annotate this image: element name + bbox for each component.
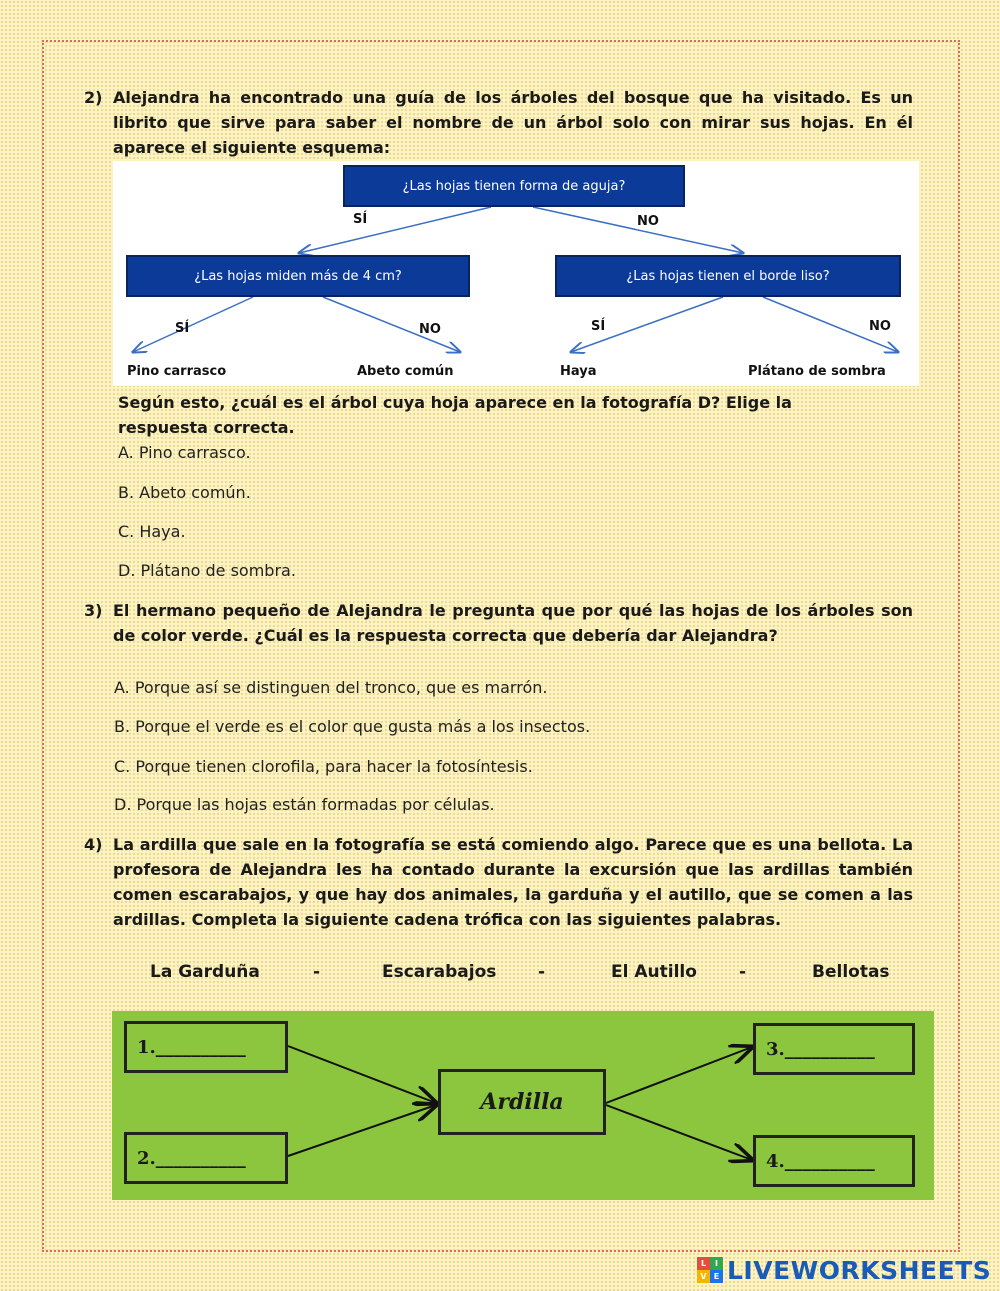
arrow-left-si [133,297,253,352]
root-question-box: ¿Las hojas tienen forma de aguja? [343,165,685,207]
leaf-abeto-comun: Abeto común [357,364,454,379]
label-no-left: NO [419,322,441,337]
question-4-text: La ardilla que sale en la fotografía se está comiendo algo. Parece que es una bellota. La profesora de Alejandra les ha contado durante la excursión que las ardillas también comen escarabajos, y que hay dos animales, la garduña y el autillo, que se comen a las ardillas. Completa la siguiente cadena trófica con las siguientes palabras. [113,835,913,929]
q3-option-d[interactable]: D. Porque las hojas están formadas por células. [114,795,495,814]
leaf-platano-de-sombra: Plátano de sombra [748,364,886,379]
ardilla-box: Ardilla [438,1069,606,1135]
label-no-root: NO [637,214,659,229]
arrow-ardilla-to-3 [606,1047,752,1103]
q2-option-a[interactable]: A. Pino carrasco. [118,443,251,462]
right-question-box: ¿Las hojas tienen el borde liso? [555,255,901,297]
liveworksheets-logo [697,1255,991,1285]
blank-1[interactable]: 1.__________ [124,1021,288,1073]
logo-badge-i: I [710,1257,723,1270]
logo-badge-icon [697,1257,723,1283]
question-2-text: Alejandra ha encontrado una guía de los árboles del bosque que ha visitado. Es un librito que sirve para saber el nombre de un árbol solo con mirar sus hojas. En él aparece el siguiente esquema: [113,88,913,157]
q2-option-c[interactable]: C. Haya. [118,522,186,541]
word-bank-separator: - [313,962,321,982]
logo-badge-e: E [710,1270,723,1283]
logo-badge-l: L [697,1257,710,1270]
word-bank-separator: - [538,962,546,982]
question-2-prompt: Según esto, ¿cuál es el árbol cuya hoja aparece en la fotografía D? Elige la respuesta correcta. [118,393,792,437]
blank-3[interactable]: 3.__________ [753,1023,915,1075]
arrow-root-si [299,207,491,253]
label-si-root: SÍ [353,212,368,227]
logo-text: LIVEWORKSHEETS [727,1255,992,1285]
q3-option-c[interactable]: C. Porque tienen clorofila, para hacer la fotosíntesis. [114,757,533,776]
word-bank-separator: - [739,962,747,982]
arrow-2-to-ardilla [288,1105,436,1156]
q3-option-a[interactable]: A. Porque así se distinguen del tronco, que es marrón. [114,678,548,697]
label-si-right: SÍ [591,319,606,334]
arrow-1-to-ardilla [288,1046,436,1103]
question-3-number: 3) [84,601,103,620]
question-4-number: 4) [84,835,103,854]
blank-4[interactable]: 4.__________ [753,1135,915,1187]
q3-option-b[interactable]: B. Porque el verde es el color que gusta más a los insectos. [114,717,591,736]
question-2-number: 2) [84,88,103,107]
q2-option-d[interactable]: D. Plátano de sombra. [118,561,296,580]
tree-key-diagram [113,161,919,386]
food-chain-diagram [112,1011,934,1200]
word-bank-garduna: La Garduña [150,962,260,982]
q2-option-b[interactable]: B. Abeto común. [118,483,251,502]
word-bank-autillo: El Autillo [611,962,697,982]
logo-badge-v: V [697,1270,710,1283]
leaf-pino-carrasco: Pino carrasco [127,364,227,379]
arrow-ardilla-to-4 [606,1105,752,1160]
label-si-left: SÍ [175,321,190,336]
label-no-right: NO [869,319,891,334]
word-bank-escarabajos: Escarabajos [382,962,497,982]
left-question-box: ¿Las hojas miden más de 4 cm? [126,255,470,297]
word-bank-bellotas: Bellotas [812,962,890,982]
blank-2[interactable]: 2.__________ [124,1132,288,1184]
question-3-text: El hermano pequeño de Alejandra le pregunta que por qué las hojas de los árboles son de color verde. ¿Cuál es la respuesta correcta que debería dar Alejandra? [113,601,913,645]
leaf-haya: Haya [560,364,597,379]
